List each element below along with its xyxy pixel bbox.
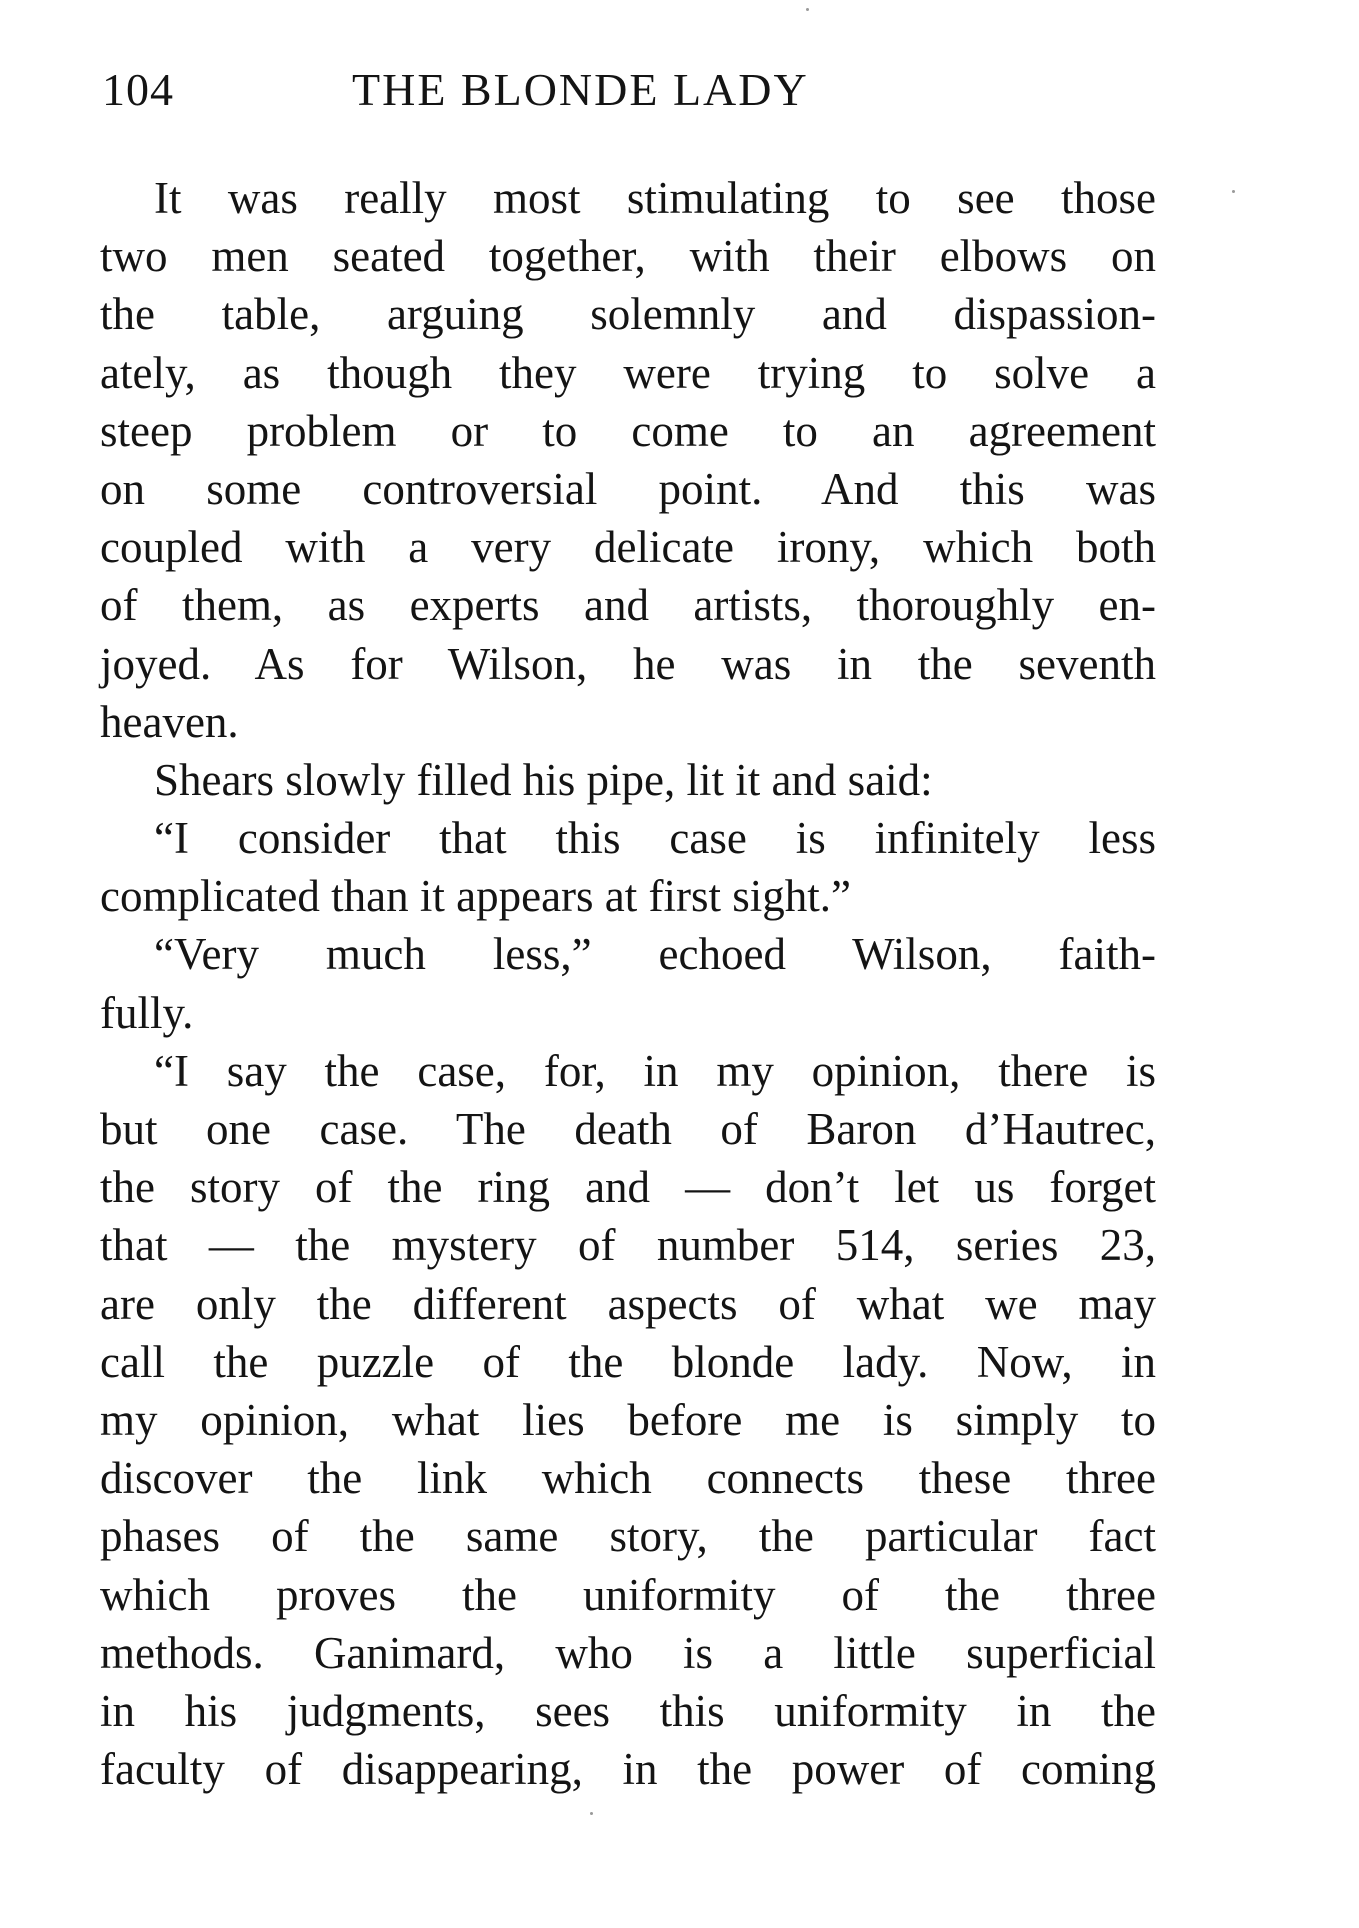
text-line: which proves the uniformity of the three (100, 1569, 1156, 1620)
text-line: phases of the same story, the particular fact (100, 1511, 1156, 1562)
text-line: joyed. As for Wilson, he was in the seventh (100, 638, 1156, 689)
text-line: “Very much less,” echoed Wilson, faith- (154, 929, 1156, 980)
text-line: in his judgments, sees this uniformity in the (100, 1685, 1156, 1736)
text-line: coupled with a very delicate irony, which both (100, 522, 1156, 573)
paper-speck (806, 8, 809, 11)
text-line: the story of the ring and — don’t let us forget (100, 1162, 1156, 1213)
text-line: “I say the case, for, in my opinion, there is (154, 1045, 1156, 1096)
running-head (102, 60, 1154, 120)
text-line: call the puzzle of the blonde lady. Now, in (100, 1336, 1156, 1387)
text-line: complicated than it appears at first sight.” (100, 871, 852, 922)
running-title: THE BLONDE LADY (352, 64, 809, 115)
text-line: fully. (100, 987, 194, 1038)
text-line: on some controversial point. And this was (100, 463, 1156, 514)
text-line: that — the mystery of number 514, series 23, (100, 1220, 1156, 1271)
text-line: are only the different aspects of what we may (100, 1278, 1156, 1329)
page-number: 104 (102, 64, 174, 115)
text-line: It was really most stimulating to see those (154, 173, 1156, 223)
text-line: ately, as though they were trying to solve a (100, 347, 1156, 398)
paper-speck (1232, 190, 1235, 193)
text-line: my opinion, what lies before me is simply to (100, 1394, 1156, 1445)
text-line: of them, as experts and artists, thoroughly en- (100, 580, 1156, 631)
text-line: two men seated together, with their elbows on (100, 231, 1156, 282)
text-line: steep problem or to come to an agreement (100, 405, 1156, 456)
text-line: discover the link which connects these three (100, 1453, 1156, 1504)
text-line: the table, arguing solemnly and dispassion- (100, 289, 1156, 340)
body-text (100, 169, 1156, 1798)
text-line: “I consider that this case is infinitely less (154, 813, 1156, 864)
text-line: but one case. The death of Baron d’Hautrec, (100, 1104, 1156, 1154)
text-line: heaven. (100, 696, 239, 747)
paper-speck (590, 1812, 593, 1815)
text-line: faculty of disappearing, in the power of coming (100, 1744, 1156, 1795)
text-line: methods. Ganimard, who is a little superficial (100, 1627, 1156, 1678)
text-line: Shears slowly filled his pipe, lit it and said: (154, 754, 933, 805)
